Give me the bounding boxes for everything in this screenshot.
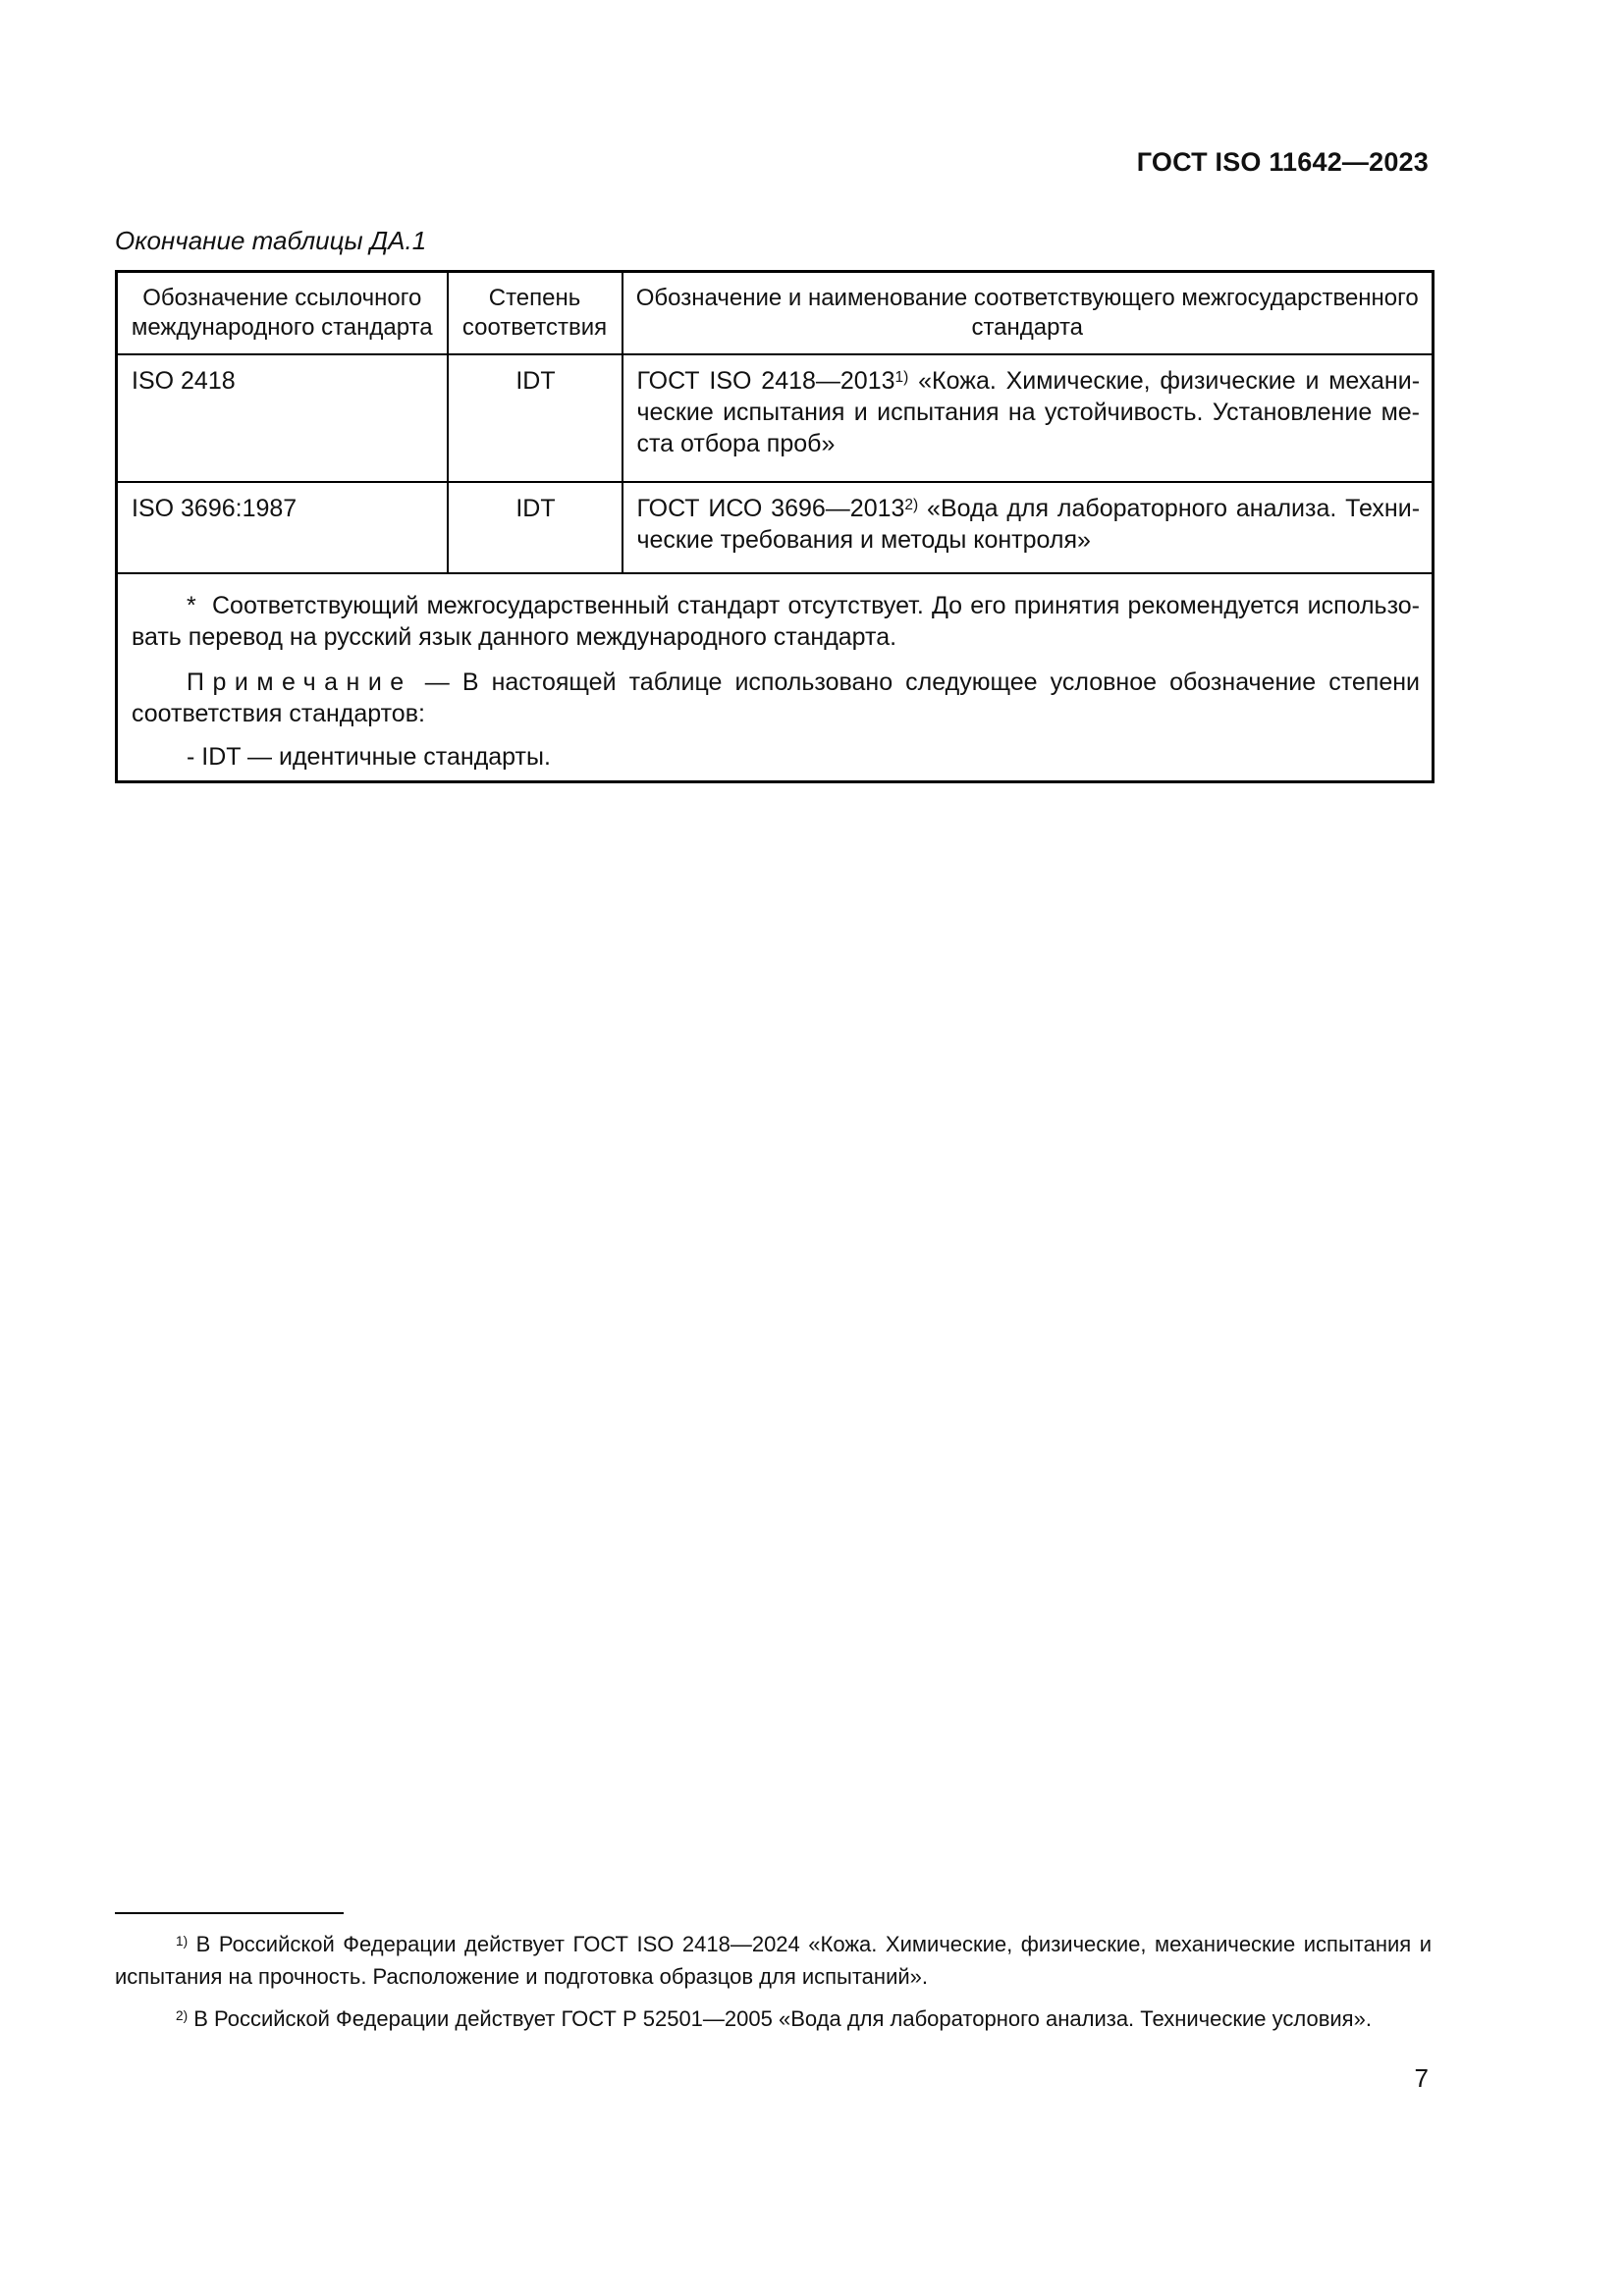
footnote-marker: 2): [904, 497, 919, 514]
cell-name-text: ГОСТ ИСО 3696—2013: [636, 495, 905, 522]
table-caption: Окончание таблицы ДА.1: [115, 226, 427, 255]
table-note-text: — В настоящей таблице использовано следующее условное обозначение степени соответствия стандартов:: [132, 668, 1420, 727]
cell-name-text: «Кожа. Химические, физические и механические испытания и испытания на устойчивость. Установление места отбора проб»: [636, 367, 1421, 457]
footnote: [115, 2002, 1432, 2035]
cell-degree: IDT: [448, 482, 623, 573]
table-note-label: Примечание: [187, 668, 412, 696]
cell-name: [623, 354, 1434, 482]
table-row: [117, 354, 1434, 482]
running-head: ГОСТ ISO 11642—2023: [1136, 147, 1429, 177]
cell-ref-standard: ISO 2418: [117, 354, 448, 482]
footnote-text: В Российской Федерации действует ГОСТ ISO 2418—2024 «Кожа. Химические, физические, механические испытания и испытания на прочность. Расположение и подготовка образцов для испытаний».: [115, 1932, 1432, 1989]
footnote-divider: [115, 1912, 344, 1914]
standards-table: [115, 270, 1435, 783]
cell-name-text: «Вода для лабораторного анализа. Технические требования и методы контроля»: [636, 495, 1421, 554]
cell-degree: IDT: [448, 354, 623, 482]
table-row: [117, 482, 1434, 573]
column-header-degree: Степень соответствия: [448, 272, 623, 355]
table-note-item: - IDT — идентичные стандарты.: [187, 743, 551, 771]
cell-ref-standard: ISO 3696:1987: [117, 482, 448, 573]
footnote: [115, 1928, 1432, 1993]
footnote-text: В Российской Федерации действует ГОСТ Р 52501—2005 «Вода для лабораторного анализа. Технические условия».: [188, 2006, 1372, 2031]
page-footnotes: [115, 1920, 1432, 2035]
table-note: [132, 667, 1420, 729]
page-number: 7: [1414, 2063, 1429, 2093]
footnote-marker: 1): [176, 1933, 189, 1949]
cell-name-text: ГОСТ ISO 2418—2013: [636, 367, 895, 395]
footnote-marker: 1): [894, 369, 909, 387]
standards-table-wrap: [115, 270, 1432, 783]
table-footnote-asterisk: * Соответствующий межгосударственный стандарт отсутствует. До его принятия рекомендуется использовать перевод на русский язык данного международного стандарта.: [132, 592, 1420, 651]
column-header-ref-standard: Обозначение ссылочного международного стандарта: [117, 272, 448, 355]
footnote-marker: 2): [176, 2007, 189, 2023]
cell-name: [623, 482, 1434, 573]
table-footnote-row: [117, 573, 1434, 782]
table-header-row: [117, 272, 1434, 355]
table-footnote-cell: [117, 573, 1434, 782]
column-header-name: Обозначение и наименование соответствующего межгосударственного стандарта: [623, 272, 1434, 355]
